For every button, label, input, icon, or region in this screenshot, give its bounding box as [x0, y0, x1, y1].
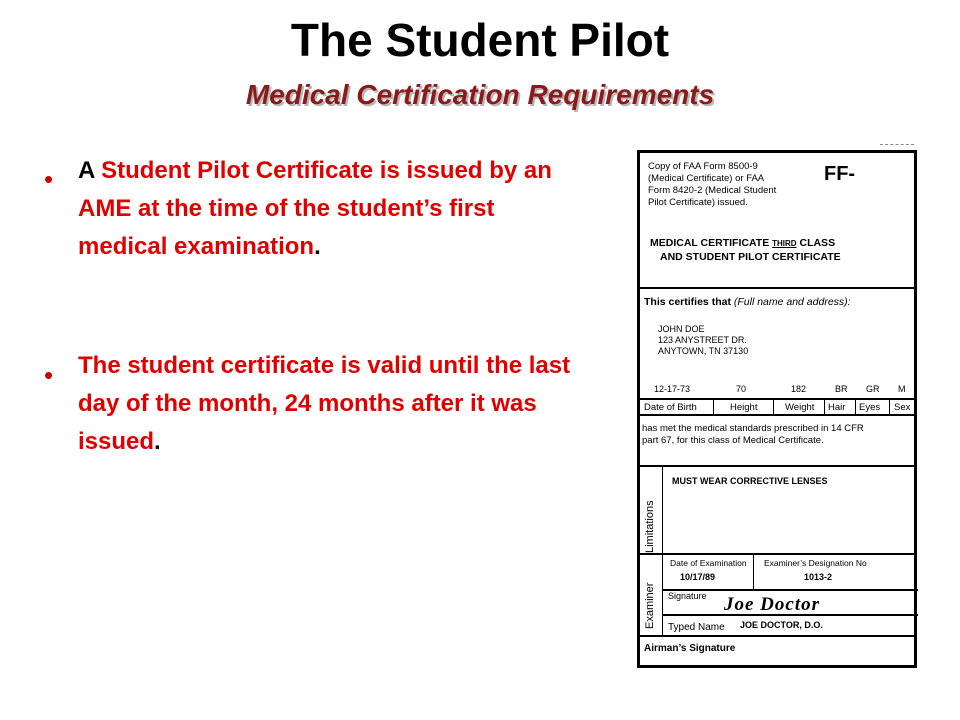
divider [640, 414, 914, 416]
bullet-1-period: . [314, 233, 321, 260]
date-exam-label: Date of Examination [670, 558, 747, 568]
certificate-heading-line2: AND STUDENT PILOT CERTIFICATE [660, 251, 841, 263]
bullet-1 [78, 152, 578, 266]
divider [773, 398, 774, 414]
airman-signature-label: Airman’s Signature [644, 643, 736, 654]
dob-value: 12-17-73 [654, 384, 691, 394]
certifies-label [644, 296, 851, 308]
copy-note-line: Form 8420-2 (Medical Student [648, 185, 777, 196]
certificate-class: THIRD [772, 239, 797, 248]
bullet-2-highlight: The student certificate is valid until the last day of the month, 24 months after it was issued [78, 352, 571, 455]
copy-note-line: Copy of FAA Form 8500-9 [648, 161, 758, 172]
copy-note-line: Pilot Certificate) issued. [648, 197, 748, 208]
divider [640, 553, 914, 555]
scan-mark [880, 144, 914, 147]
divider [640, 465, 914, 467]
bullet-marker: • [44, 360, 54, 390]
divider [640, 287, 914, 289]
eyes-label: Eyes [859, 402, 881, 413]
hair-label: Hair [828, 402, 846, 413]
height-label: Height [730, 402, 758, 413]
slide-subtitle: Medical Certification Requirements [245, 79, 715, 110]
bullet-1-highlight: Student Pilot Certificate is issued by an AME at the time of the student’s first medical examination [78, 157, 552, 260]
sex-value: M [898, 384, 906, 394]
date-exam-value: 10/17/89 [680, 572, 716, 582]
bullet-2-period: . [154, 428, 161, 455]
divider [640, 398, 914, 400]
copy-note-line: (Medical Certificate) or FAA [648, 173, 765, 184]
certifies-text: This certifies that [644, 296, 734, 308]
divider [855, 398, 856, 414]
divider [824, 398, 825, 414]
holder-street: 123 ANYSTREET DR. [658, 335, 747, 345]
holder-name: JOHN DOE [658, 324, 705, 334]
weight-label: Weight [785, 402, 815, 413]
limitations-value: MUST WEAR CORRECTIVE LENSES [672, 476, 828, 486]
certifies-hint: (Full name and address): [733, 296, 851, 308]
certificate-heading [650, 237, 835, 250]
examiner-label: Examiner [644, 582, 656, 629]
typed-name-value: JOE DOCTOR, D.O. [740, 620, 823, 630]
divider [713, 398, 714, 414]
divider [662, 465, 663, 635]
divider [753, 553, 754, 589]
limitations-label: Limitations [644, 500, 656, 553]
eyes-value: GR [866, 384, 880, 394]
examiner-signature: Joe Doctor [724, 594, 821, 615]
slide-title: The Student Pilot [290, 14, 670, 66]
designation-label: Examiner’s Designation No [764, 558, 867, 568]
sex-label: Sex [894, 402, 911, 413]
form-number: FF- [824, 163, 856, 185]
holder-city: ANYTOWN, TN 37130 [658, 346, 749, 356]
height-value: 70 [736, 384, 747, 394]
bullet-2 [78, 347, 578, 461]
divider [889, 398, 890, 414]
standards-text: part 67, for this class of Medical Certificate. [642, 435, 824, 446]
hair-value: BR [835, 384, 848, 394]
standards-text: has met the medical standards prescribed in 14 CFR [642, 423, 864, 434]
heading-prefix: MEDICAL CERTIFICATE [650, 237, 773, 249]
typed-name-label: Typed Name [668, 622, 725, 633]
bullet-1-lead: A [78, 157, 102, 184]
divider [640, 635, 914, 637]
dob-label: Date of Birth [644, 402, 697, 413]
weight-value: 182 [791, 384, 807, 394]
designation-value: 1013-2 [804, 572, 833, 582]
medical-certificate-form [637, 150, 917, 668]
heading-suffix: CLASS [796, 237, 836, 249]
signature-label: Signature [668, 591, 707, 601]
divider [662, 614, 918, 616]
bullet-marker: • [44, 164, 54, 194]
